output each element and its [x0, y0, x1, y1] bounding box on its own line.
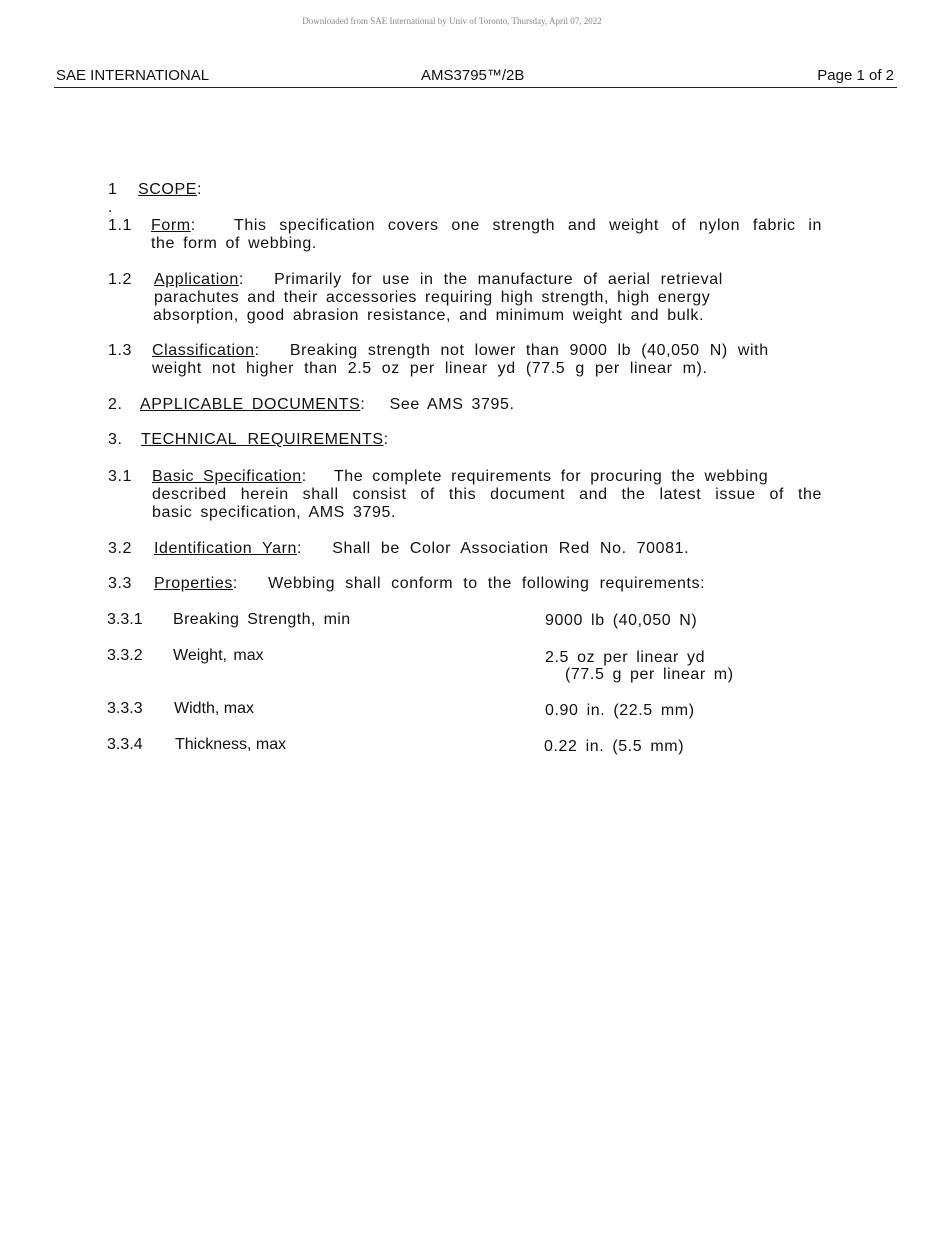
property-label: Breaking Strength, min — [173, 611, 351, 628]
section-title: Form — [151, 217, 191, 234]
section-1-1-body: Form: This specification covers one strength and weight of nylon fabric in the form of webbing. — [151, 217, 822, 252]
property-value: 9000 lb (40,050 N) — [545, 612, 698, 629]
section-text-line: Breaking strength not lower than 9000 lb (40,050 N) with — [289, 342, 769, 359]
section-text-line: absorption, good abrasion resistance, and minimum weight and bulk. — [153, 307, 704, 324]
section-title: Classification — [152, 342, 255, 359]
section-1-3-body: Classification: Breaking strength not lower than 9000 lb (40,050 N) with weight not higher than 2.5 oz per linear yd (77.5 g per linear m). — [152, 342, 769, 377]
property-value: 0.22 in. (5.5 mm) — [544, 738, 685, 755]
header-rule — [54, 87, 897, 88]
section-3-1-body: Basic Specification: The complete requirements for procuring the webbing described herein shall consist of this document and the latest issue of the basic specification, AMS 3795. — [152, 468, 822, 521]
section-title: Properties — [154, 575, 233, 592]
section-text: Webbing shall conform to the following requirements: — [268, 575, 706, 592]
section-number: 1.3 — [108, 342, 133, 359]
section-title: Identification Yarn — [154, 540, 298, 557]
section-number: 1.2 — [108, 271, 133, 288]
section-number: 3.3 — [108, 575, 133, 592]
section-number: 1 . — [108, 181, 118, 216]
section-number: 3.1 — [108, 468, 133, 485]
section-title: SCOPE — [138, 181, 198, 198]
section-number: 3.2 — [108, 540, 133, 557]
property-number: 3.3.2 — [107, 647, 143, 664]
header-org: SAE INTERNATIONAL — [56, 67, 210, 84]
section-number: 2. — [108, 396, 123, 413]
section-text-line: basic specification, AMS 3795. — [152, 504, 397, 521]
header-page-number: Page 1 of 2 — [817, 67, 894, 84]
section-title: TECHNICAL REQUIREMENTS — [141, 431, 384, 448]
section-title: Application — [154, 271, 239, 288]
property-value: 0.90 in. (22.5 mm) — [545, 702, 695, 719]
section-text-line: Primarily for use in the manufacture of aerial retrieval — [274, 271, 723, 288]
property-number: 3.3.1 — [107, 611, 143, 628]
section-title: APPLICABLE DOCUMENTS — [140, 396, 361, 413]
property-value-metric: (77.5 g per linear m) — [565, 666, 734, 683]
section-text-line: described herein shall consist of this document and the latest issue of the — [152, 486, 822, 503]
section-text-line: The complete requirements for procuring the webbing — [333, 468, 769, 485]
section-text-line: the form of webbing. — [151, 235, 317, 252]
section-text-line: weight not higher than 2.5 oz per linear yd (77.5 g per linear m). — [152, 360, 708, 377]
property-number: 3.3.3 — [107, 700, 143, 717]
section-1-2-body: Application: Primarily for use in the manufacture of aerial retrieval parachutes and their accessories requiring high strength, high energy absorption, good abrasion resistance, and minimum weight and bulk. — [153, 271, 723, 324]
section-number: 1.1 — [108, 217, 133, 234]
section-text-line: parachutes and their accessories requiring high strength, high energy — [154, 289, 711, 306]
property-label: Width, max — [174, 700, 255, 717]
section-colon: : — [197, 181, 203, 198]
property-label: Weight, max — [173, 647, 264, 664]
property-value: 2.5 oz per linear yd — [545, 649, 706, 666]
property-label: Thickness, max — [175, 736, 287, 753]
section-title: Basic Specification — [152, 468, 302, 485]
section-text-line: This specification covers one strength and weight of nylon fabric in — [233, 217, 822, 234]
section-number: 3. — [108, 431, 123, 448]
download-watermark: Downloaded from SAE International by Univ of Toronto, Thursday, April 07, 2022 — [302, 16, 602, 26]
section-text: See AMS 3795. — [389, 396, 515, 413]
property-number: 3.3.4 — [107, 736, 143, 753]
header-doc-id: AMS3795™/2B — [421, 67, 525, 84]
section-text: Shall be Color Association Red No. 70081. — [332, 540, 690, 557]
